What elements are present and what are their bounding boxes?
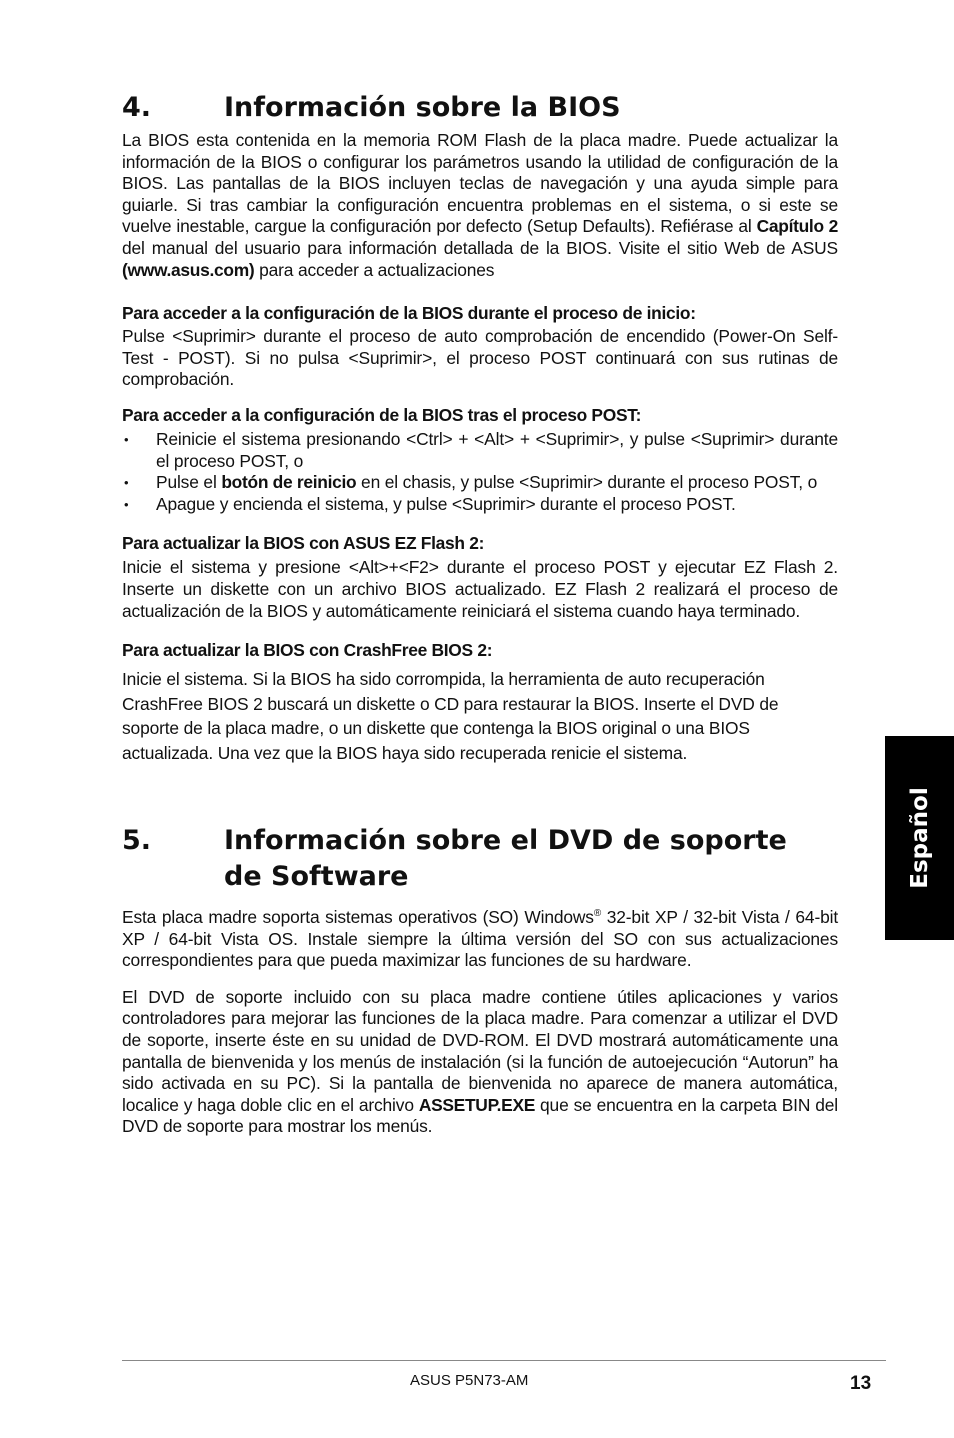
bios-after-post-list	[122, 429, 838, 515]
crashfree-text: Inicie el sistema. Si la BIOS ha sido corrompida, la herramienta de auto recuperación CrashFree BIOS 2 buscará un diskette o CD para restaurar la BIOS. Inserte el DVD de soporte de la placa madre, o un diskette que contenga la BIOS original o una BIOS actualizada. Una vez que la BIOS haya sido recuperada renicie el sistema.	[122, 669, 779, 763]
page-content	[122, 90, 838, 1138]
list-item	[122, 494, 838, 516]
os-text-2: 32-bit XP / 32-bit Vista / 64-bit XP / 64-bit Vista OS. Instale siempre la última versión del SO con sus actualizaciones correspondientes para que pueda maximizar las funciones de su hardware.	[122, 907, 838, 971]
bullet-icon: •	[124, 431, 129, 447]
assetup-file-reference: ASSETUP.EXE	[418, 1094, 536, 1115]
bullet-icon: •	[124, 475, 129, 491]
registered-mark: ®	[593, 908, 602, 920]
support-dvd-paragraph	[122, 987, 838, 1138]
intro-text-1: La BIOS esta contenida en la memoria ROM Flash de la placa madre. Puede actualizar la información de la BIOS o configurar los parámetros usando la utilidad de configuración de la BIOS. Las pantallas de la BIOS incluyen teclas de navegación y una ayuda simple para guiarle. Si tras cambiar la configuración encuentra problemas en el sistema, o si este se vuelve inestable, cargue la configuración por defecto (Setup Defaults). Refiérase al	[122, 130, 838, 237]
list-item-text: en el chasis, y pulse <Suprimir> durante el proceso POST, o	[356, 472, 818, 493]
bullet-icon: •	[124, 496, 129, 512]
list-item-text: Pulse el	[156, 472, 222, 493]
bios-during-startup-text: Pulse <Suprimir> durante el proceso de auto comprobación de encendido (Power-On Self-Test - POST). Si no pulsa <Suprimir>, el proceso POST continuará con sus rutinas de comprobación.	[122, 326, 838, 390]
subheading-ez-flash: Para actualizar la BIOS con ASUS EZ Flash 2:	[122, 533, 485, 554]
section-5-heading	[122, 823, 838, 895]
page-number: 13	[850, 1373, 872, 1394]
section-5-number: 5.	[122, 825, 152, 857]
ez-flash-text: Inicie el sistema y presione <Alt>+<F2> durante el proceso POST y ejecutar EZ Flash 2. Inserte un diskette con un archivo BIOS actualizado. EZ Flash 2 realizará el proceso de actualización de la BIOS y automáticamente reiniciará el sistema cuando haya terminado.	[122, 557, 838, 621]
asus-website-reference: (www.asus.com)	[122, 259, 255, 280]
chapter-reference: Capítulo 2	[756, 216, 838, 237]
subheading-crashfree: Para actualizar la BIOS con CrashFree BIOS 2:	[122, 640, 493, 661]
list-item	[122, 429, 838, 472]
list-item	[122, 472, 838, 494]
section-4-number: 4.	[122, 92, 152, 123]
os-support-paragraph	[122, 907, 838, 972]
section-5-title-line1: Información sobre el DVD de soporte	[224, 825, 787, 857]
language-label: Español	[906, 787, 933, 889]
dvd-text-2: que se encuentra en la carpeta BIN del DVD de soporte para mostrar los menús.	[122, 1094, 839, 1137]
section-4-heading	[122, 90, 838, 126]
language-side-tab	[885, 736, 954, 940]
list-item-text: Apague y encienda el sistema, y pulse <Suprimir> durante el proceso POST.	[156, 493, 736, 514]
section-5-title-line2: de Software	[224, 861, 409, 893]
dvd-text-1: El DVD de soporte incluido con su placa madre contiene útiles aplicaciones y varios controladores para mejorar las funciones de la placa madre. Para comenzar a utilizar el DVD de soporte, inserte éste en su unidad de DVD-ROM. El DVD mostrará automáticamente una pantalla de bienvenida y los menús de instalación (si la función de autoejecución “Autorun” ha sido activada en su PC). Si la pantalla de bienvenida no aparece de manera automática, localice y haga doble clic en el archivo	[122, 986, 838, 1115]
os-text-1: Esta placa madre soporta sistemas operativos (SO) Windows	[122, 907, 594, 928]
intro-text-3: para acceder a actualizaciones	[254, 259, 495, 280]
subheading-bios-during-startup: Para acceder a la configuración de la BIOS durante el proceso de inicio:	[122, 303, 696, 324]
footer-divider	[122, 1360, 886, 1361]
reset-button-reference: botón de reinicio	[221, 472, 357, 493]
footer-product-name: ASUS P5N73-AM	[410, 1372, 529, 1389]
list-item-text: Reinicie el sistema presionando <Ctrl> + <Alt> + <Suprimir>, y pulse <Suprimir> durante el proceso POST, o	[156, 428, 838, 471]
section-4-title: Información sobre la BIOS	[224, 92, 621, 123]
subheading-bios-after-post: Para acceder a la configuración de la BIOS tras el proceso POST:	[122, 404, 642, 425]
bios-intro-paragraph	[122, 130, 838, 281]
intro-text-2: del manual del usuario para información detallada de la BIOS. Visite el sitio Web de ASUS	[122, 237, 838, 258]
